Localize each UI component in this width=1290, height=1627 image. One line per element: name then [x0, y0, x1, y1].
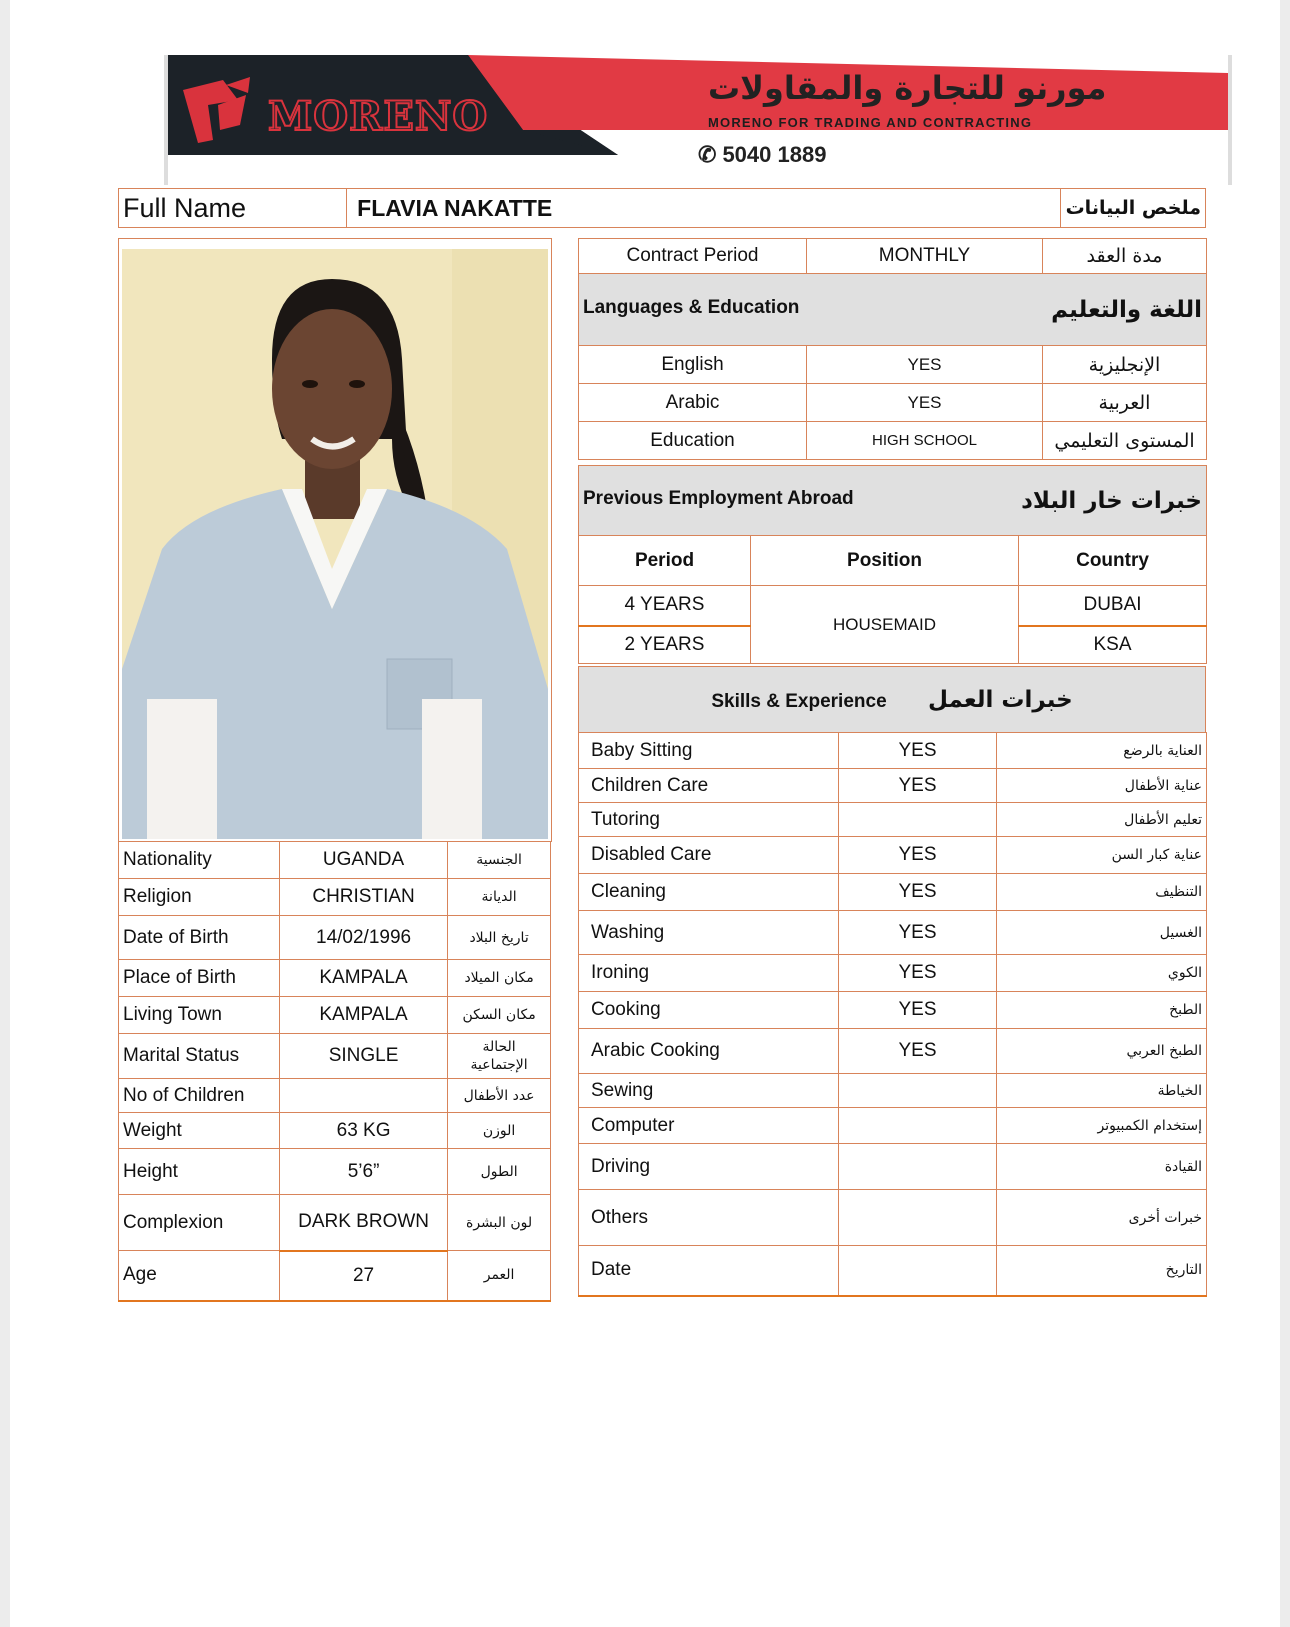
language-label: Arabic: [579, 384, 807, 422]
skill-label-arabic: التاريخ: [997, 1246, 1207, 1296]
country-value: DUBAI: [1019, 586, 1207, 626]
period-value: 2 YEARS: [579, 626, 751, 664]
personal-value: 14/02/1996: [279, 916, 447, 960]
skill-value: YES: [839, 1029, 997, 1074]
skill-row: [579, 1029, 1207, 1074]
personal-label: Place of Birth: [119, 960, 280, 997]
personal-value: CHRISTIAN: [279, 879, 447, 916]
personal-label: Complexion: [119, 1195, 280, 1251]
languages-header: [579, 274, 1207, 346]
personal-label: Height: [119, 1149, 280, 1195]
education-label-arabic: المستوى التعليمي: [1043, 422, 1207, 460]
employment-table: [578, 465, 1207, 664]
skill-label: Driving: [579, 1144, 839, 1190]
skill-label-arabic: الغسيل: [997, 911, 1207, 955]
skill-value: [839, 1246, 997, 1296]
employment-columns: [579, 536, 1207, 586]
contract-row: [579, 239, 1207, 274]
personal-row: [119, 1149, 551, 1195]
skill-label: Cleaning: [579, 874, 839, 911]
personal-info-table: [118, 841, 551, 1302]
skills-title-arabic: خبرات العمل: [927, 686, 1073, 713]
personal-label-arabic: الوزن: [448, 1113, 551, 1149]
personal-label: Age: [119, 1251, 280, 1301]
full-name-label: Full Name: [119, 189, 347, 228]
summary-label-arabic: ملخص البيانات: [1060, 189, 1205, 228]
skill-label-arabic: عناية الأطفال: [997, 769, 1207, 803]
education-value: HIGH SCHOOL: [807, 422, 1043, 460]
personal-label-arabic: العمر: [448, 1251, 551, 1301]
skill-row: [579, 992, 1207, 1029]
language-value: YES: [807, 384, 1043, 422]
skill-row: [579, 803, 1207, 837]
personal-value: KAMPALA: [279, 960, 447, 997]
details-table: [578, 238, 1207, 460]
personal-row: [119, 1034, 551, 1079]
skill-label-arabic: الطبخ: [997, 992, 1207, 1029]
language-row: [579, 384, 1207, 422]
skill-label-arabic: الطبخ العربي: [997, 1029, 1207, 1074]
language-label: English: [579, 346, 807, 384]
personal-value: 63 KG: [279, 1113, 447, 1149]
language-row: [579, 346, 1207, 384]
contract-label: Contract Period: [579, 239, 807, 274]
personal-row: [119, 960, 551, 997]
skill-label: Children Care: [579, 769, 839, 803]
skill-label: Others: [579, 1190, 839, 1246]
personal-row: [119, 997, 551, 1034]
personal-value: DARK BROWN: [279, 1195, 447, 1251]
skill-label: Disabled Care: [579, 837, 839, 874]
employment-header: [579, 466, 1207, 536]
personal-value: SINGLE: [279, 1034, 447, 1079]
personal-row: [119, 916, 551, 960]
country-value: KSA: [1019, 626, 1207, 664]
personal-row: [119, 1079, 551, 1113]
phone-number: [698, 142, 826, 168]
personal-label-arabic: الديانة: [448, 879, 551, 916]
education-row: [579, 422, 1207, 460]
skill-label: Tutoring: [579, 803, 839, 837]
skill-value: YES: [839, 911, 997, 955]
full-name-row: [118, 188, 1206, 228]
skill-row: [579, 1144, 1207, 1190]
skill-label: Computer: [579, 1108, 839, 1144]
skills-header: [579, 667, 1206, 733]
skill-row: [579, 955, 1207, 992]
skill-label-arabic: تعليم الأطفال: [997, 803, 1207, 837]
language-label-arabic: الإنجليزية: [1043, 346, 1207, 384]
personal-row: [119, 842, 551, 879]
personal-value: [279, 1079, 447, 1113]
skill-row: [579, 1190, 1207, 1246]
skill-label: Date: [579, 1246, 839, 1296]
skill-label-arabic: العناية بالرضع: [997, 733, 1207, 769]
skill-label-arabic: التنظيف: [997, 874, 1207, 911]
skill-label: Cooking: [579, 992, 839, 1029]
skill-label: Baby Sitting: [579, 733, 839, 769]
skills-table: [578, 732, 1207, 1297]
cv-page: [10, 0, 1280, 1627]
employment-title: Previous Employment Abroad: [583, 487, 854, 509]
phone-icon: ✆: [698, 142, 717, 167]
skill-label-arabic: الكوي: [997, 955, 1207, 992]
skill-row: [579, 1246, 1207, 1296]
skill-value: [839, 1108, 997, 1144]
personal-value: UGANDA: [279, 842, 447, 879]
phone-number-text: 5040 1889: [722, 142, 827, 167]
skill-row: [579, 1108, 1207, 1144]
personal-value: 27: [279, 1251, 447, 1301]
personal-label: Marital Status: [119, 1034, 280, 1079]
personal-row: [119, 1251, 551, 1301]
personal-label-arabic: مكان السكن: [448, 997, 551, 1034]
company-name-english: MORENO FOR TRADING AND CONTRACTING: [708, 115, 1033, 130]
skill-label: Arabic Cooking: [579, 1029, 839, 1074]
skill-label-arabic: إستخدام الكمبيوتر: [997, 1108, 1207, 1144]
personal-label-arabic: الحالة الإجتماعية: [448, 1034, 551, 1079]
skill-label-arabic: عناية كبار السن: [997, 837, 1207, 874]
skill-row: [579, 769, 1207, 803]
personal-label: Weight: [119, 1113, 280, 1149]
skill-value: YES: [839, 992, 997, 1029]
employment-row: [579, 586, 1207, 626]
skills-header-table: [578, 666, 1206, 733]
personal-label-arabic: لون البشرة: [448, 1195, 551, 1251]
skill-label-arabic: القيادة: [997, 1144, 1207, 1190]
skill-value: [839, 1144, 997, 1190]
personal-label: Religion: [119, 879, 280, 916]
skills-title: Skills & Experience: [711, 690, 887, 712]
personal-row: [119, 1195, 551, 1251]
skill-value: [839, 803, 997, 837]
language-label-arabic: العربية: [1043, 384, 1207, 422]
skill-value: YES: [839, 769, 997, 803]
skill-label: Ironing: [579, 955, 839, 992]
personal-label-arabic: عدد الأطفال: [448, 1079, 551, 1113]
personal-row: [119, 879, 551, 916]
skill-value: [839, 1190, 997, 1246]
languages-title: Languages & Education: [583, 296, 800, 318]
country-header: Country: [1019, 536, 1207, 586]
skill-value: YES: [839, 874, 997, 911]
education-label: Education: [579, 422, 807, 460]
personal-value: KAMPALA: [279, 997, 447, 1034]
skill-label-arabic: خبرات أخرى: [997, 1190, 1207, 1246]
period-header: Period: [579, 536, 751, 586]
language-value: YES: [807, 346, 1043, 384]
skill-row: [579, 733, 1207, 769]
contract-value: MONTHLY: [807, 239, 1043, 274]
personal-label: Living Town: [119, 997, 280, 1034]
skill-value: YES: [839, 955, 997, 992]
skill-label: Washing: [579, 911, 839, 955]
skill-row: [579, 837, 1207, 874]
skill-value: YES: [839, 837, 997, 874]
personal-label-arabic: مكان الميلاد: [448, 960, 551, 997]
employment-title-arabic: خبرات خار البلاد: [1021, 487, 1203, 514]
personal-value: 5’6”: [279, 1149, 447, 1195]
candidate-photo: [122, 249, 548, 839]
contract-label-arabic: مدة العقد: [1043, 239, 1207, 274]
skill-row: [579, 911, 1207, 955]
personal-label: No of Children: [119, 1079, 280, 1113]
logo-text: MORENO: [268, 93, 489, 140]
personal-row: [119, 1113, 551, 1149]
position-value: HOUSEMAID: [751, 586, 1019, 664]
skill-label-arabic: الخياطة: [997, 1074, 1207, 1108]
company-name-arabic: مورنو للتجارة والمقاولات: [708, 69, 1107, 107]
skill-row: [579, 1074, 1207, 1108]
personal-label: Date of Birth: [119, 916, 280, 960]
period-value: 4 YEARS: [579, 586, 751, 626]
skill-label: Sewing: [579, 1074, 839, 1108]
skill-value: YES: [839, 733, 997, 769]
languages-title-arabic: اللغة والتعليم: [1051, 296, 1202, 323]
skill-row: [579, 874, 1207, 911]
personal-label-arabic: تاريخ البلاد: [448, 916, 551, 960]
personal-label: Nationality: [119, 842, 280, 879]
personal-label-arabic: الجنسية: [448, 842, 551, 879]
full-name-value: FLAVIA NAKATTE: [347, 189, 1061, 228]
personal-label-arabic: الطول: [448, 1149, 551, 1195]
company-banner: [168, 55, 1228, 185]
photo-frame: [118, 238, 552, 842]
skill-value: [839, 1074, 997, 1108]
position-header: Position: [751, 536, 1019, 586]
